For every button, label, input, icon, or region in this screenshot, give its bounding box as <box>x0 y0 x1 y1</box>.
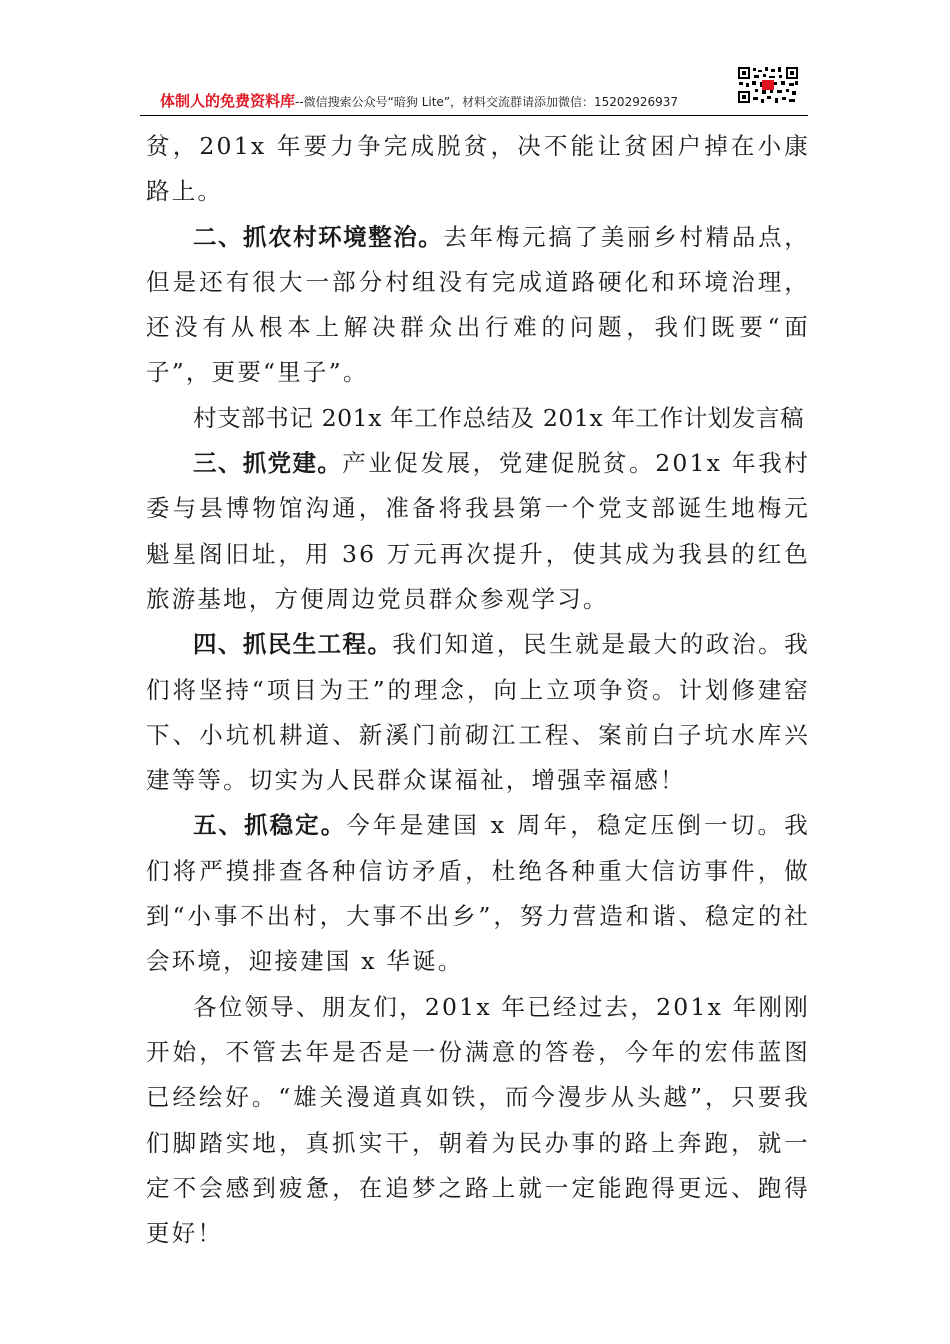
paragraph-stability <box>146 803 810 984</box>
section-heading: 三、抓党建。 <box>193 449 343 478</box>
section-heading: 二、抓农村环境整治。 <box>193 222 444 251</box>
paragraph-text: 去年梅元搞了美丽乡村精品点，但是还有很大一部分村组没有完成道路硬化和环境治理，还没有从根本上解决群众出行难的问题，我们既要“面子”，更要“里子”。 <box>146 222 811 387</box>
paragraph-continuation <box>146 124 810 215</box>
paragraph-rural-environment <box>146 215 810 396</box>
paragraph-livelihood <box>146 622 810 803</box>
header-text <box>160 90 678 111</box>
header-note: --微信搜索公众号“暗狗 Lite”，材料交流群请添加微信：15202926937 <box>295 95 679 109</box>
section-heading: 五、抓稳定。 <box>193 811 347 840</box>
qr-code-icon <box>737 66 799 104</box>
paragraph-text: 各位领导、朋友们，201x 年已经过去，201x 年刚刚开始，不管去年是否是一份满意的答卷，今年的宏伟蓝图已经绘好。“雄关漫道真如铁，而今漫步从头越”，只要我们脚踏实地，真抓实干，朝着为民办事的路上奔跑，就一定不会感到疲惫，在追梦之路上就一定能跑得更远、跑得更好！ <box>146 992 810 1248</box>
paragraph-text: 贫，201x 年要力争完成脱贫，决不能让贫困户掉在小康路上。 <box>146 132 810 206</box>
section-heading: 四、抓民生工程。 <box>193 630 393 659</box>
paragraph-closing <box>146 985 810 1257</box>
document-body <box>146 124 810 1256</box>
page-header <box>140 66 808 114</box>
paragraph-text: 我们知道，民生就是最大的政治。我们将坚持“项目为王”的理念，向上立项争资。计划修建窑下、小坑机耕道、新溪门前砌江工程、案前白子坑水库兴建等等。切实为人民群众谋福祉，增强幸福感！ <box>146 630 811 795</box>
header-brand: 体制人的免费资料库 <box>160 92 296 110</box>
paragraph-document-title <box>146 396 810 441</box>
header-divider <box>140 115 808 116</box>
paragraph-text: 今年是建国 x 周年，稳定压倒一切。我们将严摸排查各种信访矛盾，杜绝各种重大信访事件，做到“小事不出村，大事不出乡”，努力营造和谐、稳定的社会环境，迎接建国 x 华诞。 <box>146 811 810 976</box>
paragraph-text: 产业促发展，党建促脱贫。201x 年我村委与县博物馆沟通，准备将我县第一个党支部诞生地梅元魁星阁旧址，用 36 万元再次提升，使其成为我县的红色旅游基地，方便周边党员群众参观学习。 <box>146 449 811 613</box>
paragraph-party-building <box>146 441 810 622</box>
paragraph-text: 村支部书记 201x 年工作总结及 201x 年工作计划发言稿 <box>193 403 805 432</box>
